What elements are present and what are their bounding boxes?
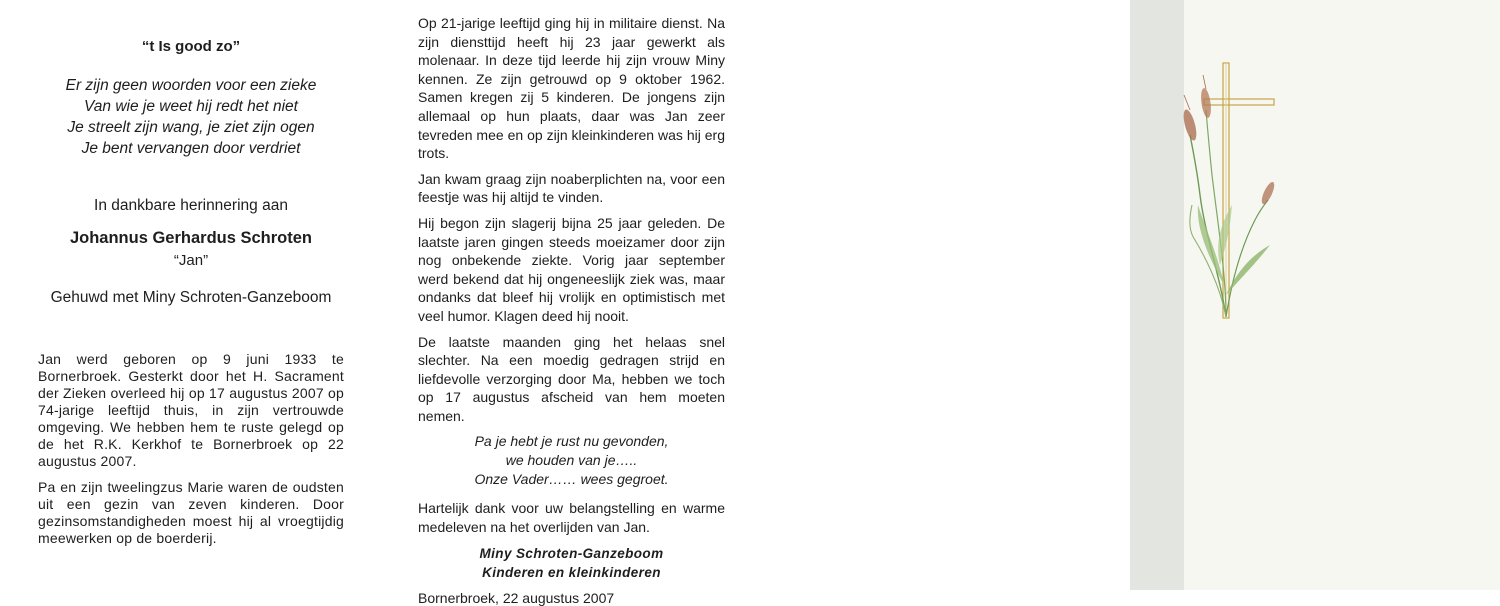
quote-line: we houden van je….. [505,452,638,469]
signer-line: Miny Schroten-Ganzeboom [479,545,664,561]
motto-heading: “t Is good zo” [141,38,241,55]
poem [38,75,344,159]
bio-paragraph: Pa en zijn tweelingzus Marie waren de oudsten uit een gezin van zeven kinderen. Door gezinsomstandigheden moest hij al vroegtijdig meewerken op de boerderij. [38,479,344,546]
farewell-quote [418,432,725,489]
signer-line: Kinderen en kleinkinderen [482,564,661,580]
story-paragraph: Op 21-jarige leeftijd ging hij in militaire dienst. Na zijn diensttijd heeft hij 23 jaar gewerkt als molenaar. In deze tijd leerde hij zijn vrouw Miny kennen. Ze zijn getrouwd op 9 oktober 1962. Samen kregen zij 5 kinderen. De jongens zijn allemaal op hun plaats, daar was Jan zeer tevreden mee en op zijn kleinkinderen was hij erg trots. [418,15,725,162]
story-paragraph: Jan kwam graag zijn noaberplichten na, voor een feestje was hij altijd te vinden. [418,170,725,206]
poem-line: Je bent vervangen door verdriet [81,140,301,157]
left-column [38,30,344,547]
spouse-line: Gehuwd met Miny Schroten-Ganzeboom [50,289,332,306]
quote-line: Pa je hebt je rust nu gevonden, [474,433,669,450]
quote-line: Onze Vader…… wees gegroet. [474,471,669,488]
bio-paragraph: Jan werd geboren op 9 juni 1933 te Bornerbroek. Gesterkt door het H. Sacrament der Zieken overleed hij op 17 augustus 2007 op 74-jarige leeftijd thuis, in zijn vertrouwde omgeving. We hebben hem te ruste gelegd op de het R.K. Kerkhof te Bornerbroek op 22 augustus 2007. [38,351,344,469]
thanks-paragraph: Hartelijk dank voor uw belangstelling en warme medeleven na het overlijden van Jan. [418,500,725,536]
deceased-name: Johannus Gerhardus Schroten [69,229,313,247]
poem-line: Je streelt zijn wang, je ziet zijn ogen [67,119,315,136]
story-paragraph: Hij begon zijn slagerij bijna 25 jaar geleden. De laatste jaren gingen steeds moeizamer door zijn nog onbekende ziekte. Vorig jaar september werd bekend dat hij ongeneeslijk ziek was, maar ondanks dat bleef hij vrolijk en optimistisch met veel humor. Klagen deed hij nooit. [418,214,725,324]
deceased-nickname: “Jan” [173,252,209,269]
cross-with-wheat-icon [1160,55,1290,325]
poem-line: Van wie je weet hij redt het niet [84,98,298,115]
poem-line: Er zijn geen woorden voor een zieke [65,77,317,94]
middle-column [418,14,725,606]
story-paragraph: De laatste maanden ging het helaas snel slechter. Na een moedig gedragen strijd en liefdevolle verzorging door Ma, hebben we toch op 17 augustus afscheid van hem moeten nemen. [418,333,725,424]
signers [418,544,725,582]
biography [38,351,344,547]
place-date: Bornerbroek, 22 augustus 2007 [418,589,615,606]
remembrance-intro: In dankbare herinnering aan [94,197,288,214]
